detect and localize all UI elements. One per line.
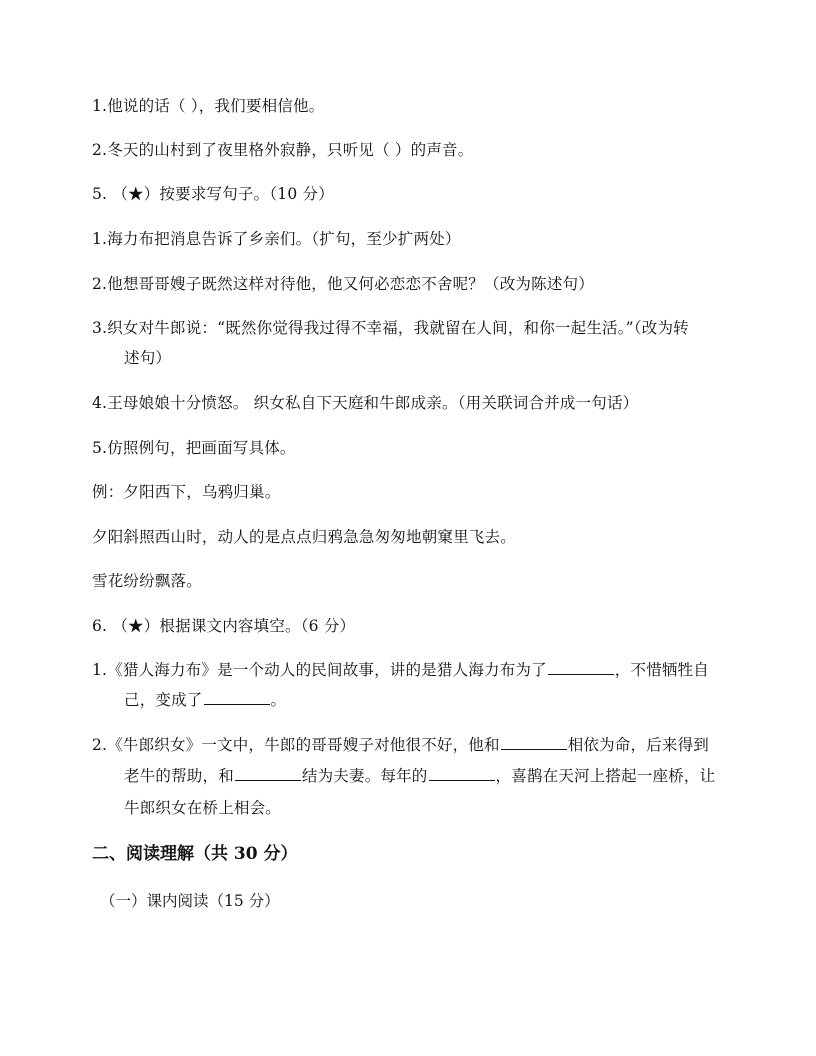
- q6-heading: 6. （★）根据课文内容填空。（6 分）: [92, 617, 356, 635]
- fill-blank[interactable]: [235, 766, 301, 781]
- q6-item-1-line-1: [92, 660, 709, 680]
- q6-item-2-text-e: ，喜鹊在天河上搭起一座桥，让: [495, 767, 716, 785]
- q6-item-1-text-b: ，不惜牺牲自: [614, 661, 709, 679]
- q6-item-2-line-2: [124, 766, 715, 786]
- q5-example-expanded: 夕阳斜照西山时，动人的是点点归鸦急急匆匆地朝窠里飞去。: [92, 528, 516, 546]
- section-2-heading: 二、阅读理解（共 30 分）: [92, 844, 298, 864]
- q5-example: 例：夕阳西下，乌鸦归巢。: [92, 483, 281, 501]
- q4-item-2: 2.冬天的山村到了夜里格外寂静，只听见（ ）的声音。: [92, 141, 474, 159]
- fill-blank[interactable]: [501, 735, 567, 750]
- q6-item-1-text-c: 己，变成了: [124, 691, 203, 709]
- q6-item-2-text-c: 老牛的帮助，和: [124, 767, 234, 785]
- q5-prompt: 雪花纷纷飘落。: [92, 572, 202, 590]
- q6-item-2-text-a: 2.《牛郎织女》一文中，牛郎的哥哥嫂子对他很不好，他和: [92, 736, 500, 754]
- q5-item-1: 1.海力布把消息告诉了乡亲们。（扩句，至少扩两处）: [92, 230, 461, 248]
- q5-item-2: 2.他想哥哥嫂子既然这样对待他，他又何必恋恋不舍呢？（改为陈述句）: [92, 275, 594, 293]
- q6-item-2-line-3: 牛郎织女在桥上相会。: [124, 799, 282, 817]
- q5-item-4: 4.王母娘娘十分愤怒。 织女私自下天庭和牛郎成亲。（用关联词合并成一句话）: [92, 394, 639, 412]
- fill-blank[interactable]: [429, 766, 495, 781]
- fill-blank[interactable]: [204, 690, 270, 705]
- q5-item-3-line-2: 述句）: [124, 349, 172, 367]
- q5-heading: 5. （★）按要求写句子。（10 分）: [92, 185, 334, 203]
- fill-blank[interactable]: [548, 660, 614, 675]
- q6-item-1-text-d: 。: [270, 691, 287, 709]
- q5-item-5: 5.仿照例句，把画面写具体。: [92, 439, 296, 457]
- q6-item-2-line-1: [92, 735, 709, 755]
- q6-item-2-text-d: 结为夫妻。每年的: [301, 767, 428, 785]
- q6-item-2-text-b: 相依为命，后来得到: [567, 736, 710, 754]
- q5-item-3-line-1: 3.织女对牛郎说：“既然你觉得我过得不幸福，我就留在人间，和你一起生活。”（改为转: [92, 319, 689, 337]
- q6-item-1-line-2: [124, 690, 286, 710]
- section-2-subheading: （一）课内阅读（15 分）: [100, 892, 280, 910]
- q4-item-1: 1.他说的话（ ），我们要相信他。: [92, 97, 325, 115]
- q6-item-1-text-a: 1.《猎人海力布》是一个动人的民间故事，讲的是猎人海力布为了: [92, 661, 547, 679]
